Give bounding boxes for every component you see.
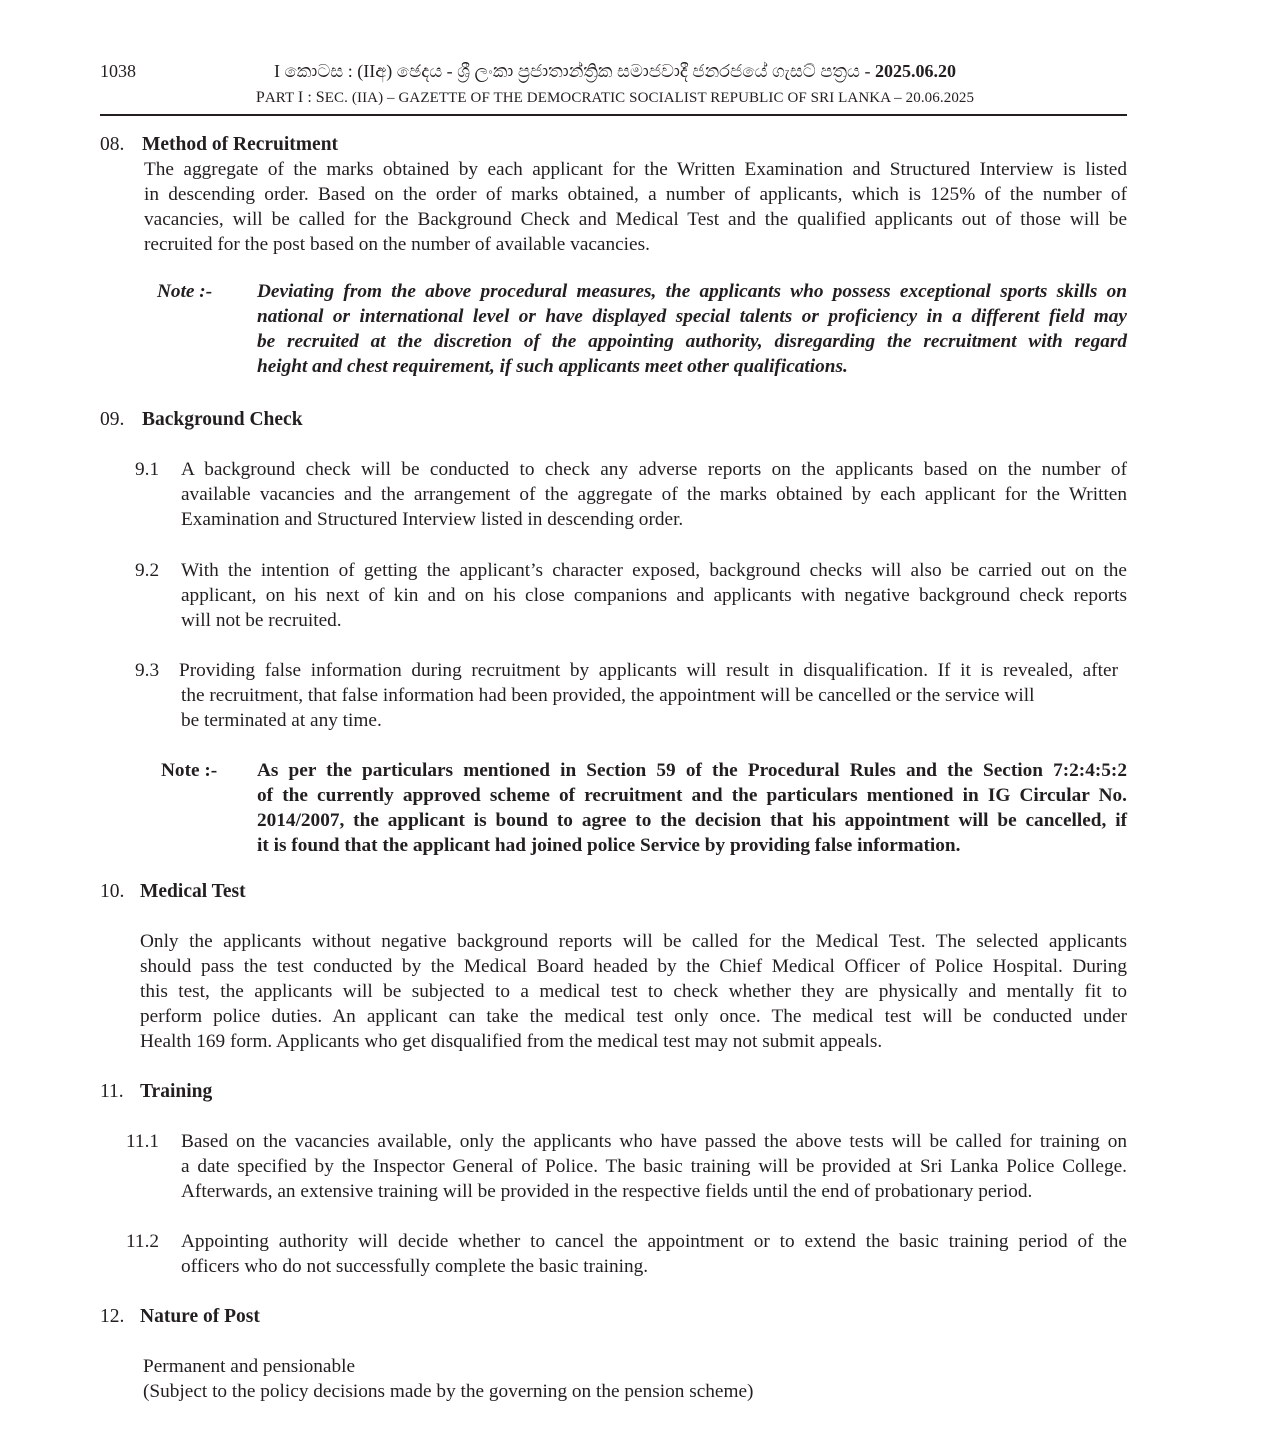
section-title: Training (140, 1081, 213, 1102)
gazette-header-english: PART I : SEC. (IIA) – GAZETTE OF THE DEMOCRATIC SOCIALIST REPUBLIC OF SRI LANKA – 20.06.2025 (255, 89, 975, 106)
item-number: 11.1 (126, 1131, 160, 1152)
section-number: 11. (100, 1081, 124, 1102)
sinhala-date: 2025.06.20 (874, 61, 956, 81)
section-title: Medical Test (140, 881, 246, 902)
header-english-rest: (IIA) – GAZETTE OF THE DEMOCRATIC SOCIALIST REPUBLIC OF SRI LANKA – 20.06.2025 (351, 90, 975, 106)
section-paragraph: Only the applicants without negative background reports will be called for the Medical Test. The selected applicants should pass the test conducted by the Medical Board headed by the Chief Medical Officer of Police Hospital. During this test, the applicants will be subjected to a medical test to check whether they are physically and mentally fit to perform police duties. An applicant can take the medical test only once. The medical test will be conducted under Health 169 form. Applicants who get disqualified from the medical test may not submit appeals. (140, 931, 1127, 1052)
item-paragraph: Based on the vacancies available, only the applicants who have passed the above tests will be called for training on a date specified by the Inspector General of Police. The basic training will be provided at Sri Lanka Police College. Afterwards, an extensive training will be provided in the respective fields until the end of probationary period. (181, 1131, 1127, 1202)
section-number: 09. (100, 409, 125, 430)
section-number: 10. (100, 881, 125, 902)
item-paragraph: Providing false information during recruitment by applicants will result in disqualification. If it is revealed, after the recruitment, that false information had been provided, the appointment will be cancelled or the service will be terminated at any time. (179, 660, 1118, 731)
section-paragraph: The aggregate of the marks obtained by each applicant for the Written Examination and Structured Interview is listed in descending order. Based on the order of marks obtained, a number of applicants, which is 125% of the number of vacancies, will be called for the Background Check and Medical Test and the qualified applicants out of those will be recruited for the post based on the number of available vacancies. (144, 159, 1127, 255)
header-divider (100, 114, 1127, 116)
sinhala-title: I කොටස : (IIඅ) ඡෙදය - ශ්‍රී ලංකා ප්‍රජාතාන්ත්‍රික සමාජවාදී ජනරජයේ ගැසට් පත්‍රය - (274, 61, 871, 81)
item-number: 9.2 (135, 560, 160, 581)
item-paragraph: With the intention of getting the applicant’s character exposed, background checks will also be carried out on the applicant, on his next of kin and on his close companions and applicants with negative background check reports will not be recruited. (181, 560, 1127, 631)
page-number: 1038 (100, 61, 136, 81)
section-number: 12. (100, 1306, 125, 1327)
item-number: 11.2 (126, 1231, 160, 1252)
item-paragraph: A background check will be conducted to check any adverse reports on the applicants based on the number of available vacancies and the arrangement of the aggregate of the marks obtained by each applicant for the Written Examination and Structured Interview listed in descending order. (181, 459, 1127, 530)
section-paragraph: Permanent and pensionable (Subject to the policy decisions made by the governing on the pension scheme) (143, 1356, 754, 1402)
item-paragraph: Appointing authority will decide whether to cancel the appointment or to extend the basic training period of the officers who do not successfully complete the basic training. (181, 1231, 1127, 1277)
section-title: Nature of Post (140, 1306, 260, 1327)
note-body: As per the particulars mentioned in Section 59 of the Procedural Rules and the Section 7:2:4:5:2 of the currently approved scheme of recruitment and the particulars mentioned in IG Circular No. 2014/2007, the applicant is bound to agree to the decision that his appointment will be cancelled, if it is found that the applicant had joined police Service by providing false information. (257, 760, 1127, 856)
section-title: Method of Recruitment (142, 134, 339, 155)
note-label: Note :- (161, 760, 218, 781)
section-title: Background Check (142, 409, 303, 430)
item-number: 9.3 (135, 660, 160, 681)
note-label: Note :- (157, 281, 213, 302)
item-number: 9.1 (135, 459, 160, 480)
section-number: 08. (100, 134, 125, 155)
gazette-header-sinhala (140, 61, 1090, 82)
note-body: Deviating from the above procedural measures, the applicants who possess exceptional sports skills on national or international level or have displayed special talents or proficiency in a different field may be recruited at the discretion of the appointing authority, disregarding the recruitment with regard height and chest requirement, if such applicants meet other qualifications. (257, 281, 1127, 377)
